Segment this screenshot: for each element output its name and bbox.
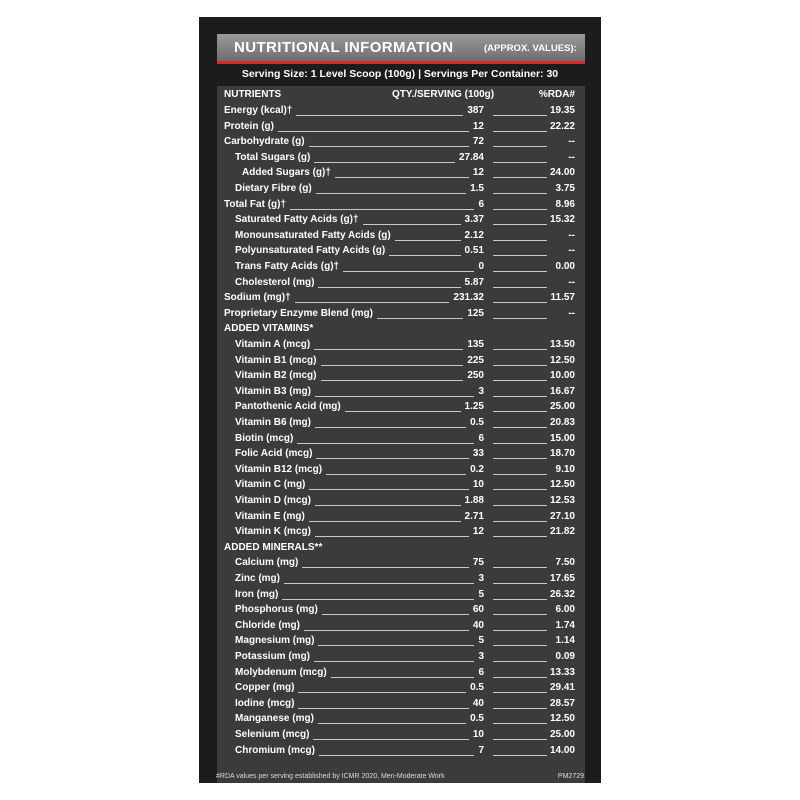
qty-value: 6 <box>478 198 484 210</box>
table-row <box>217 509 585 525</box>
rda-value: 14.00 <box>549 744 575 756</box>
qty-value: 135 <box>467 339 484 350</box>
leader-line <box>493 661 547 662</box>
rda-value: -- <box>568 229 575 241</box>
leader-line <box>318 287 461 288</box>
nutrient-name: Chloride (mg) <box>235 619 300 631</box>
leader-line <box>493 567 547 568</box>
title-note: (APPROX. VALUES): <box>484 43 577 54</box>
qty-value: 0.5 <box>470 682 484 694</box>
nutrient-name: Chromium (mcg) <box>235 744 315 756</box>
rda-value: -- <box>568 307 575 319</box>
qty-value: 3 <box>478 385 484 397</box>
qty-value: 1.5 <box>470 183 484 194</box>
table-row <box>217 165 585 181</box>
rda-value: 12.50 <box>549 354 575 366</box>
qty-value: 7 <box>478 744 484 756</box>
qty-value: 3.37 <box>464 214 484 226</box>
nutrition-panel <box>199 17 601 783</box>
nutrient-name: Protein (g) <box>224 120 274 132</box>
rda-value: 29.41 <box>549 682 575 694</box>
nutrient-name: Vitamin B12 (mcg) <box>235 463 323 475</box>
table-row <box>217 649 585 665</box>
table-row <box>217 259 585 275</box>
rda-value: 19.35 <box>549 105 575 116</box>
qty-value: 2.12 <box>464 229 484 241</box>
rda-value: 12.50 <box>549 713 575 725</box>
nutrient-name: Pantothenic Acid (mg) <box>235 401 341 413</box>
leader-line <box>395 240 461 241</box>
rda-value: -- <box>568 136 575 148</box>
rda-value: 21.82 <box>549 526 575 538</box>
table-row <box>217 150 585 166</box>
nutrient-name: Sodium (mg)† <box>224 292 291 304</box>
leader-line <box>290 209 474 210</box>
table-row <box>217 181 585 197</box>
leader-line <box>343 271 474 272</box>
rda-value: 13.50 <box>549 339 575 350</box>
leader-line <box>309 521 461 522</box>
qty-value: 12 <box>472 120 484 132</box>
table-row <box>217 493 585 509</box>
qty-value: 0.5 <box>470 713 484 725</box>
table-row <box>217 415 585 431</box>
panel-title: NUTRITIONAL INFORMATION <box>234 39 454 56</box>
table-row <box>217 119 585 135</box>
table-row <box>217 353 585 369</box>
table-row <box>217 368 585 384</box>
leader-line <box>321 380 463 381</box>
table-row <box>217 587 585 603</box>
qty-value: 387 <box>467 105 484 116</box>
rda-value: 15.00 <box>549 432 575 444</box>
qty-value: 231.32 <box>453 292 484 304</box>
nutrient-name: Iodine (mcg) <box>235 697 295 709</box>
table-row <box>217 337 585 353</box>
leader-line <box>309 489 469 490</box>
rda-value: 1.74 <box>555 619 575 631</box>
leader-line <box>493 411 547 412</box>
leader-line <box>298 692 466 693</box>
leader-line <box>493 209 547 210</box>
nutrient-name: Iron (mg) <box>235 588 279 600</box>
nutrient-name: Carbohydrate (g) <box>224 136 305 148</box>
rda-value: 18.70 <box>549 448 575 460</box>
leader-line <box>297 443 474 444</box>
leader-line <box>313 739 469 740</box>
nutrient-name: Selenium (mcg) <box>235 729 310 740</box>
rda-value: 12.53 <box>549 495 575 506</box>
table-row <box>217 228 585 244</box>
rda-value: -- <box>568 245 575 257</box>
leader-line <box>493 115 547 116</box>
nutrient-name: Potassium (mg) <box>235 651 311 662</box>
nutrient-name: Vitamin D (mcg) <box>235 495 311 506</box>
nutrient-name: Added Sugars (g)† <box>242 167 331 179</box>
leader-line <box>493 521 547 522</box>
qty-value: 12 <box>472 167 484 179</box>
table-row <box>217 571 585 587</box>
leader-line <box>309 146 469 147</box>
table-row <box>217 290 585 306</box>
leader-line <box>278 131 469 132</box>
qty-value: 0.51 <box>464 245 484 257</box>
nutrient-name: Copper (mg) <box>235 682 295 694</box>
table-row <box>217 134 585 150</box>
qty-value: 72 <box>472 136 484 148</box>
qty-value: 5.87 <box>464 276 484 288</box>
table-row <box>217 711 585 727</box>
nutrient-name: Saturated Fatty Acids (g)† <box>235 214 359 226</box>
leader-line <box>493 396 547 397</box>
leader-line <box>493 708 547 709</box>
qty-value: 10 <box>472 479 484 491</box>
leader-line <box>493 630 547 631</box>
rda-value: 0.09 <box>555 651 575 662</box>
rda-value: 24.00 <box>549 167 575 179</box>
nutrient-name: Vitamin K (mcg) <box>235 526 311 538</box>
qty-value: 225 <box>467 354 484 366</box>
table-row <box>217 477 585 493</box>
leader-line <box>493 131 547 132</box>
rda-value: 16.67 <box>549 385 575 397</box>
qty-value: 6 <box>478 432 484 444</box>
leader-line <box>493 177 547 178</box>
nutrient-name: Vitamin A (mcg) <box>235 339 311 350</box>
leader-line <box>389 255 461 256</box>
leader-line <box>493 146 547 147</box>
nutrient-name: Energy (kcal)† <box>224 105 293 116</box>
rda-value: 8.96 <box>555 198 575 210</box>
qty-value: 40 <box>472 697 484 709</box>
table-row <box>217 103 585 119</box>
title-banner <box>217 34 585 64</box>
nutrient-name: Total Fat (g)† <box>224 198 287 210</box>
nutrient-name: Cholesterol (mg) <box>235 276 315 288</box>
qty-value: 0.5 <box>470 417 484 428</box>
nutrient-name: Zinc (mg) <box>235 573 280 584</box>
table-row <box>217 212 585 228</box>
rda-value: 11.57 <box>550 292 575 304</box>
qty-value: 33 <box>472 448 484 460</box>
table-row <box>217 602 585 618</box>
rda-value: 15.32 <box>549 214 575 226</box>
rda-value: 26.32 <box>549 588 575 600</box>
header-rda: %RDA# <box>538 89 575 100</box>
nutrient-name: Proprietary Enzyme Blend (mg) <box>224 307 373 319</box>
leader-line <box>493 645 547 646</box>
rda-value: 0.00 <box>555 261 575 272</box>
serving-info: Serving Size: 1 Level Scoop (100g) | Servings Per Container: 30 <box>241 68 559 80</box>
rda-value: 9.10 <box>555 463 575 475</box>
qty-value: 1.25 <box>464 401 484 413</box>
header-qty: QTY./SERVING (100g) <box>392 89 495 100</box>
leader-line <box>319 755 474 756</box>
rda-value: 25.00 <box>549 401 575 413</box>
footnote: #RDA values per serving established by ICMR 2020, Men-Moderate Work <box>216 773 445 780</box>
qty-value: 60 <box>472 604 484 616</box>
rda-value: 7.50 <box>555 557 575 569</box>
nutrition-table <box>217 86 585 783</box>
table-row <box>217 696 585 712</box>
leader-line <box>493 723 547 724</box>
leader-line <box>493 474 547 475</box>
rda-value: 6.00 <box>555 604 575 616</box>
leader-line <box>326 474 466 475</box>
table-row <box>217 618 585 634</box>
leader-line <box>315 427 466 428</box>
table-row <box>217 524 585 540</box>
product-code: PM2729 <box>557 773 584 780</box>
leader-line <box>493 692 547 693</box>
rda-value: 25.00 <box>549 729 575 740</box>
leader-line <box>493 677 547 678</box>
leader-line <box>493 271 547 272</box>
qty-value: 2.71 <box>464 510 484 522</box>
rda-value: 12.50 <box>549 479 575 491</box>
rda-value: -- <box>568 151 575 163</box>
qty-value: 1.88 <box>464 495 484 506</box>
leader-line <box>363 224 461 225</box>
section-minerals: ADDED MINERALS** <box>224 541 323 553</box>
leader-line <box>493 489 547 490</box>
leader-line <box>377 318 463 319</box>
nutrient-name: Biotin (mcg) <box>235 432 294 444</box>
nutrient-name: Vitamin B3 (mg) <box>235 385 311 397</box>
leader-line <box>314 661 474 662</box>
rda-value: 27.10 <box>549 510 575 522</box>
leader-line <box>315 396 474 397</box>
leader-line <box>316 458 469 459</box>
rda-value: 22.22 <box>549 120 575 132</box>
header-nutrients: NUTRIENTS <box>224 89 282 100</box>
leader-line <box>493 365 547 366</box>
table-row <box>217 399 585 415</box>
leader-line <box>493 755 547 756</box>
leader-line <box>318 645 474 646</box>
nutrient-name: Monounsaturated Fatty Acids (g) <box>235 229 391 241</box>
rda-value: 20.83 <box>549 417 575 428</box>
leader-line <box>493 349 547 350</box>
qty-value: 40 <box>472 619 484 631</box>
qty-value: 6 <box>478 666 484 678</box>
leader-line <box>316 193 466 194</box>
leader-line <box>318 723 466 724</box>
nutrient-name: Vitamin E (mg) <box>235 510 305 522</box>
nutrient-name: Vitamin C (mg) <box>235 479 306 491</box>
leader-line <box>493 318 547 319</box>
leader-line <box>284 583 474 584</box>
leader-line <box>315 505 461 506</box>
leader-line <box>331 677 474 678</box>
qty-value: 3 <box>478 573 484 584</box>
qty-value: 10 <box>472 729 484 740</box>
table-row <box>217 555 585 571</box>
qty-value: 12 <box>472 526 484 538</box>
rda-value: -- <box>568 276 575 288</box>
nutrient-name: Total Sugars (g) <box>235 151 311 163</box>
leader-line <box>493 287 547 288</box>
table-row <box>217 680 585 696</box>
leader-line <box>493 193 547 194</box>
leader-line <box>345 411 461 412</box>
leader-line <box>295 302 449 303</box>
nutrient-name: Calcium (mg) <box>235 557 299 569</box>
table-row <box>217 462 585 478</box>
nutrient-name: Manganese (mg) <box>235 713 314 725</box>
nutrient-name: Dietary Fibre (g) <box>235 183 312 194</box>
table-row <box>217 665 585 681</box>
table-row <box>217 243 585 259</box>
leader-line <box>493 380 547 381</box>
leader-line <box>493 599 547 600</box>
nutrient-name: Magnesium (mg) <box>235 635 315 647</box>
table-row <box>217 633 585 649</box>
rda-value: 1.14 <box>555 635 575 647</box>
leader-line <box>493 427 547 428</box>
rda-value: 13.33 <box>549 666 575 678</box>
leader-line <box>493 536 547 537</box>
leader-line <box>304 630 469 631</box>
table-row <box>217 743 585 759</box>
leader-line <box>493 583 547 584</box>
leader-line <box>493 224 547 225</box>
table-row <box>217 275 585 291</box>
leader-line <box>314 349 463 350</box>
nutrient-name: Folic Acid (mcg) <box>235 448 313 460</box>
leader-line <box>322 614 469 615</box>
leader-line <box>296 115 463 116</box>
qty-value: 75 <box>472 557 484 569</box>
leader-line <box>314 162 455 163</box>
rda-value: 3.75 <box>555 183 575 194</box>
qty-value: 250 <box>467 370 484 382</box>
rda-value: 10.00 <box>549 370 575 382</box>
leader-line <box>321 365 463 366</box>
leader-line <box>493 505 547 506</box>
nutrient-name: Trans Fatty Acids (g)† <box>235 261 340 272</box>
nutrient-name: Polyunsaturated Fatty Acids (g) <box>235 245 386 257</box>
rda-value: 17.65 <box>549 573 575 584</box>
leader-line <box>493 614 547 615</box>
leader-line <box>493 739 547 740</box>
leader-line <box>335 177 469 178</box>
section-vitamins: ADDED VITAMINS* <box>224 323 314 335</box>
table-row <box>217 446 585 462</box>
nutrient-name: Phosphorus (mg) <box>235 604 318 616</box>
table-row <box>217 197 585 213</box>
qty-value: 5 <box>478 635 484 647</box>
leader-line <box>493 162 547 163</box>
qty-value: 27.84 <box>458 151 484 163</box>
qty-value: 0 <box>478 261 484 272</box>
qty-value: 5 <box>478 588 484 600</box>
leader-line <box>298 708 469 709</box>
table-row <box>217 306 585 322</box>
nutrient-name: Vitamin B6 (mg) <box>235 417 311 428</box>
rda-value: 28.57 <box>549 697 575 709</box>
table-row <box>217 727 585 743</box>
nutrient-name: Vitamin B1 (mcg) <box>235 354 317 366</box>
leader-line <box>315 536 469 537</box>
qty-value: 0.2 <box>470 463 484 475</box>
nutrient-name: Vitamin B2 (mcg) <box>235 370 317 382</box>
leader-line <box>282 599 474 600</box>
qty-value: 125 <box>467 307 484 319</box>
leader-line <box>493 255 547 256</box>
qty-value: 3 <box>478 651 484 662</box>
leader-line <box>493 443 547 444</box>
nutrient-name: Molybdenum (mcg) <box>235 666 327 678</box>
leader-line <box>493 240 547 241</box>
leader-line <box>302 567 469 568</box>
table-row <box>217 431 585 447</box>
leader-line <box>493 302 547 303</box>
leader-line <box>493 458 547 459</box>
table-row <box>217 384 585 400</box>
